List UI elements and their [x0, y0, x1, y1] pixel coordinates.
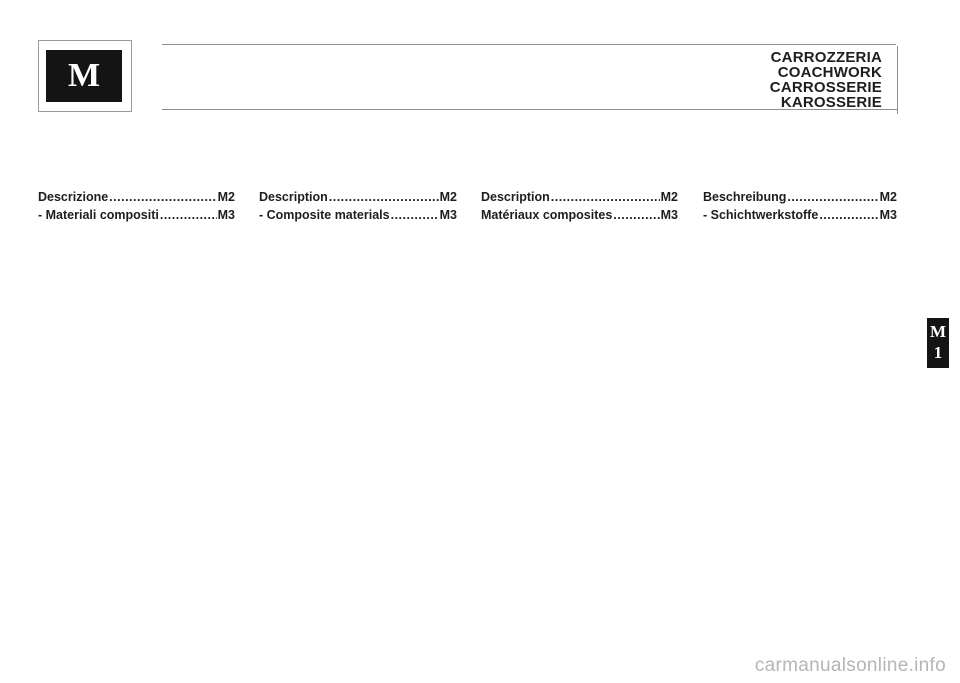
toc-entry[interactable]: [259, 188, 457, 206]
frame-line-top: [38, 40, 132, 41]
header-title-it: CARROZZERIA: [770, 49, 882, 66]
toc-leader-dots: [391, 206, 439, 224]
header-rule-top: [162, 44, 896, 45]
toc-column-german: [703, 188, 897, 224]
toc-entry-page: M3: [660, 208, 678, 222]
section-badge: M: [46, 50, 122, 102]
toc-entry-label: Descrizione: [38, 190, 109, 204]
toc-entry-page: M3: [879, 208, 897, 222]
toc-entry[interactable]: [703, 188, 897, 206]
toc-entry-page: M2: [660, 190, 678, 204]
toc-entry-label: - Schichtwerkstoffe: [703, 208, 819, 222]
frame-line-left: [38, 40, 39, 112]
toc-leader-dots: [819, 206, 878, 224]
header-bracket: [897, 46, 898, 114]
toc-leader-dots: [329, 188, 439, 206]
header-title-fr: CARROSSERIE: [769, 79, 882, 96]
toc-leader-dots: [787, 188, 878, 206]
toc-entry-label: - Composite materials: [259, 208, 390, 222]
toc-entry-page: M2: [879, 190, 897, 204]
toc-entry-page: M3: [439, 208, 457, 222]
toc-entry[interactable]: [481, 188, 678, 206]
toc-entry-label: Matériaux composites: [481, 208, 613, 222]
toc-entry-label: Beschreibung: [703, 190, 787, 204]
toc-column-italian: [38, 188, 235, 224]
toc-column-french: [481, 188, 678, 224]
toc-entry-label: Description: [481, 190, 550, 204]
toc-entry-page: M3: [217, 208, 235, 222]
frame-line-right: [131, 40, 132, 112]
side-tab-letter: M: [929, 322, 947, 341]
toc-entry[interactable]: [481, 206, 678, 224]
header-title-de: KAROSSERIE: [780, 94, 882, 111]
toc-entry-label: Description: [259, 190, 328, 204]
toc-leader-dots: [109, 188, 216, 206]
frame-line-bottom: [38, 111, 132, 112]
header-titles: [770, 50, 882, 110]
toc-leader-dots: [551, 188, 660, 206]
toc-entry[interactable]: [703, 206, 897, 224]
section-badge-frame: [38, 40, 132, 112]
toc-leader-dots: [160, 206, 217, 224]
toc-entry-page: M2: [439, 190, 457, 204]
side-tab-m1[interactable]: [927, 318, 949, 368]
toc-entry[interactable]: [38, 206, 235, 224]
toc-leader-dots: [613, 206, 659, 224]
toc-column-english: [259, 188, 457, 224]
header-title-en: COACHWORK: [777, 64, 882, 81]
watermark: carmanualsonline.info: [754, 655, 946, 676]
side-tab-number: 1: [933, 343, 943, 362]
toc-entry[interactable]: [38, 188, 235, 206]
toc-entry[interactable]: [259, 206, 457, 224]
toc-entry-label: - Materiali compositi: [38, 208, 159, 222]
toc-entry-page: M2: [217, 190, 235, 204]
